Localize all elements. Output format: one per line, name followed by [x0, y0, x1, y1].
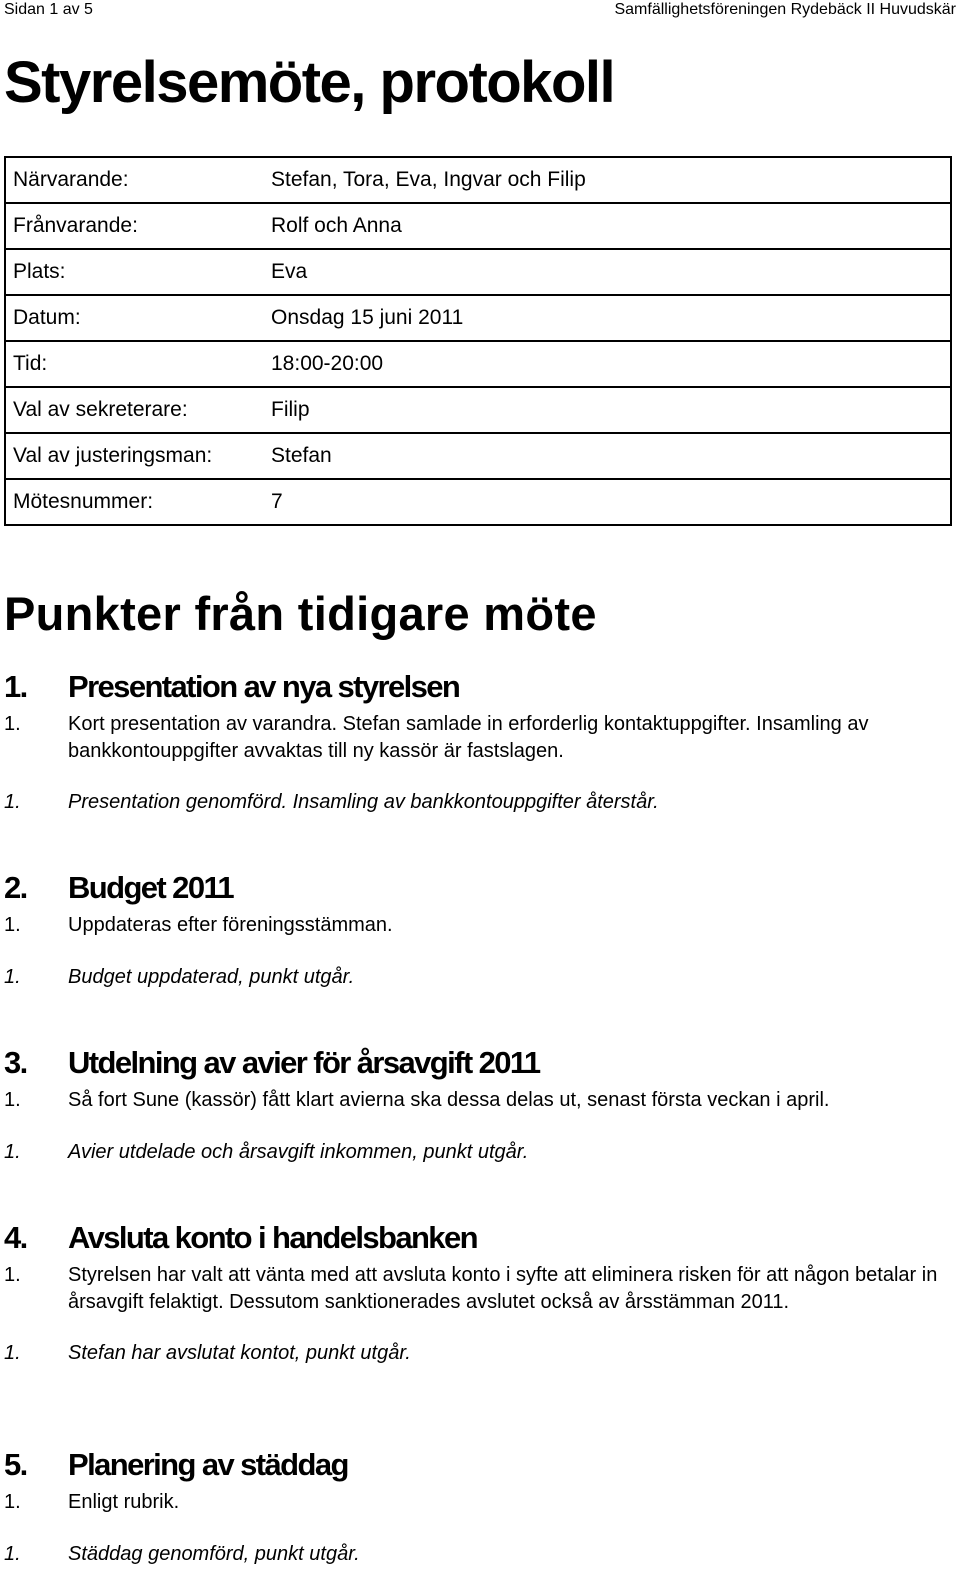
info-value: Eva: [263, 249, 951, 295]
agenda-item: [4, 868, 960, 990]
result-number: 1.: [4, 1542, 21, 1565]
info-label: Mötesnummer:: [5, 479, 263, 525]
agenda-item-heading: [4, 1218, 960, 1262]
agenda-item-number: 1.: [4, 669, 27, 704]
table-row: [5, 341, 951, 387]
agenda-item-heading: [4, 667, 960, 711]
info-value: Rolf och Anna: [263, 203, 951, 249]
info-label: Närvarande:: [5, 157, 263, 203]
agenda-item-heading: [4, 1043, 960, 1087]
result-text: Stefan har avslutat kontot, punkt utgår.: [68, 1342, 411, 1364]
result-text: Städdag genomförd, punkt utgår.: [68, 1542, 360, 1565]
agenda-item-number: 4.: [4, 1220, 27, 1255]
note-text: Så fort Sune (kassör) fått klart avierna ska dessa delas ut, senast första veckan i april.: [68, 1089, 830, 1111]
table-row: [5, 479, 951, 525]
note-number: 1.: [4, 1491, 21, 1513]
note-text: Enligt rubrik.: [68, 1491, 180, 1513]
note-number: 1.: [4, 1264, 21, 1286]
document-title: Styrelsemöte, protokoll: [4, 50, 615, 115]
note-text: Kort presentation av varandra. Stefan samlade in erforderlig kontaktuppgifter. Insamling av bankkontouppgifter avvaktas till ny kassör är fastslagen.: [68, 713, 869, 762]
agenda-item: [4, 1445, 960, 1567]
result-number: 1.: [4, 965, 21, 988]
note-text: Styrelsen har valt att vänta med att avsluta konto i syfte att eliminera risken för att någon betalar in årsavgift felaktigt. Dessutom sanktionerades avslutet också av årsstämman 2011.: [68, 1264, 938, 1313]
info-value: Onsdag 15 juni 2011: [263, 295, 951, 341]
result-number: 1.: [4, 791, 21, 813]
note-number: 1.: [4, 1089, 21, 1111]
result-text: Presentation genomförd. Insamling av bankkontouppgifter återstår.: [68, 791, 659, 813]
info-value: 18:00-20:00: [263, 341, 951, 387]
agenda-item-heading: [4, 868, 960, 912]
info-label: Frånvarande:: [5, 203, 263, 249]
agenda-item-number: 3.: [4, 1045, 27, 1080]
agenda-item: [4, 667, 960, 816]
result-number: 1.: [4, 1140, 21, 1163]
info-label: Tid:: [5, 341, 263, 387]
info-value: Stefan, Tora, Eva, Ingvar och Filip: [263, 157, 951, 203]
info-value: Filip: [263, 387, 951, 433]
table-row: [5, 387, 951, 433]
agenda-item-note: [4, 711, 960, 764]
agenda-item-result: [4, 1139, 960, 1166]
info-value: 7: [263, 479, 951, 525]
info-label: Plats:: [5, 249, 263, 295]
agenda-item-title: Planering av städdag: [68, 1447, 348, 1482]
table-row: [5, 157, 951, 203]
agenda-item-title: Presentation av nya styrelsen: [68, 669, 460, 704]
agenda-item: [4, 1043, 960, 1165]
agenda-item: [4, 1218, 960, 1367]
meeting-info-table: [4, 156, 952, 526]
note-number: 1.: [4, 914, 21, 936]
agenda-item-number: 2.: [4, 870, 27, 905]
note-number: 1.: [4, 713, 21, 735]
info-label: Val av justeringsman:: [5, 433, 263, 479]
table-row: [5, 295, 951, 341]
organization-name: Samfällighetsföreningen Rydebäck II Huvudskär: [614, 1, 956, 18]
info-value: Stefan: [263, 433, 951, 479]
note-text: Uppdateras efter föreningsstämman.: [68, 914, 393, 936]
agenda-item-note: [4, 1489, 960, 1516]
agenda-item-note: [4, 1262, 960, 1315]
agenda-item-result: [4, 1340, 960, 1367]
table-row: [5, 249, 951, 295]
agenda-item-note: [4, 1087, 960, 1114]
agenda-item-heading: [4, 1445, 960, 1489]
info-label: Datum:: [5, 295, 263, 341]
agenda-item-result: [4, 789, 960, 816]
agenda-item-title: Avsluta konto i handelsbanken: [68, 1220, 477, 1255]
info-label: Val av sekreterare:: [5, 387, 263, 433]
result-text: Avier utdelade och årsavgift inkommen, punkt utgår.: [68, 1140, 529, 1163]
agenda-item-result: [4, 964, 960, 991]
section-title: Punkter från tidigare möte: [4, 587, 597, 640]
agenda-item-note: [4, 912, 960, 939]
table-row: [5, 203, 951, 249]
agenda-item-title: Budget 2011: [68, 870, 234, 905]
agenda-item-number: 5.: [4, 1447, 27, 1482]
table-row: [5, 433, 951, 479]
page-number: Sidan 1 av 5: [4, 1, 93, 18]
agenda-item-result: [4, 1541, 960, 1568]
agenda-item-title: Utdelning av avier för årsavgift 2011: [68, 1045, 540, 1080]
result-number: 1.: [4, 1342, 21, 1364]
result-text: Budget uppdaterad, punkt utgår.: [68, 965, 355, 988]
